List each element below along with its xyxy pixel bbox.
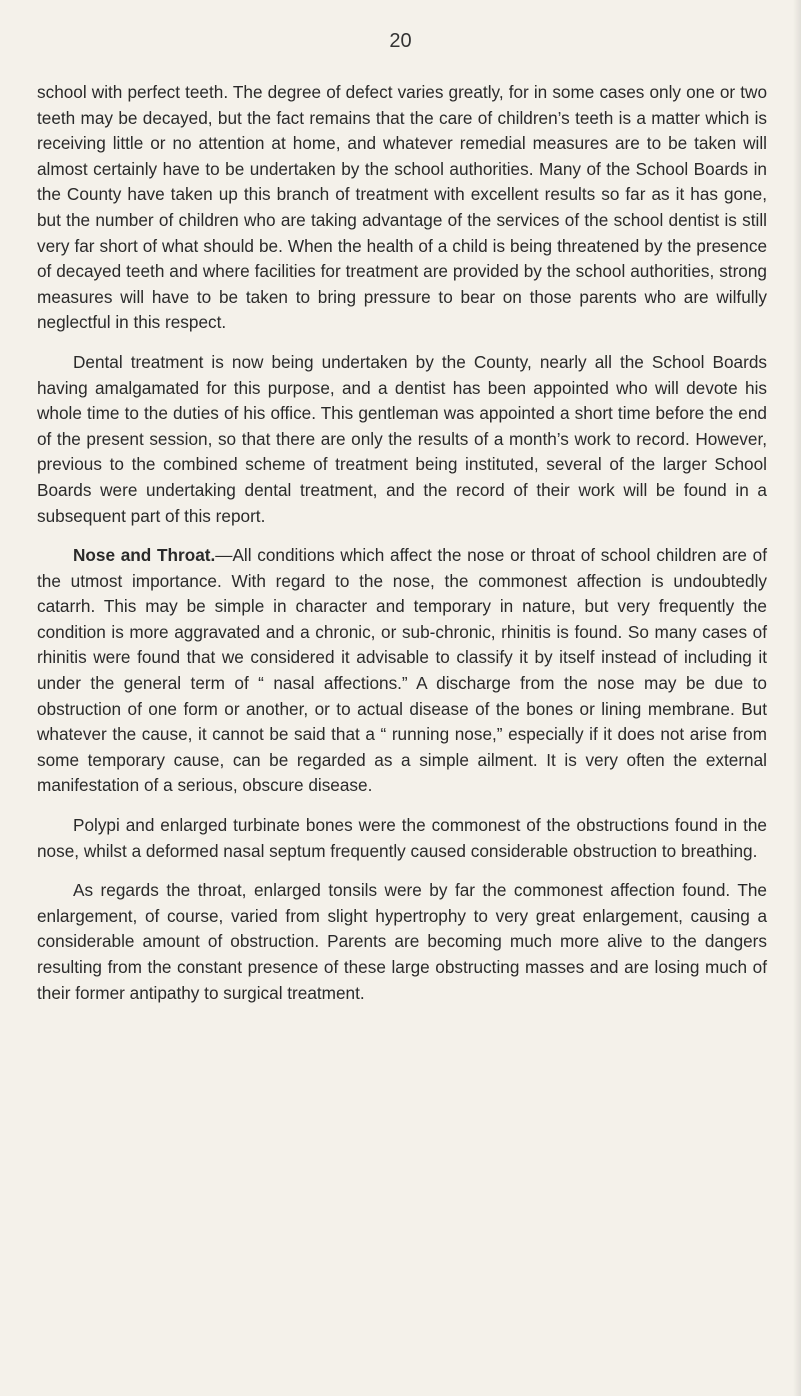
paragraph-nose-and-throat	[37, 543, 767, 799]
page-number: 20	[389, 30, 412, 52]
paragraph-throat	[37, 878, 767, 1006]
paragraph-dental-treatment	[37, 350, 767, 529]
paragraph-text: As regards the throat, enlarged tonsils were by far the commonest affection found. The enlargement, of course, varied from slight hypertrophy to very great enlargement, causing a considerable amount of obstruction. Parents are becoming much more alive to the dangers resulting from the constant presence of these large obstructing masses and are losing much of their former antipathy to surgical treatment.	[37, 880, 767, 1003]
paragraph-polypi	[37, 813, 767, 864]
section-heading-nose-and-throat: Nose and Throat.	[73, 545, 216, 566]
page-edge-shadow	[793, 0, 801, 1396]
paragraph-text: —All conditions which affect the nose or throat of school children are of the utmost importance. With regard to the nose, the commonest affection is undoubtedly catarrh. This may be simple in character and temporary in nature, but very frequently the condition is more aggravated and a chronic, or sub-chronic, rhinitis is found. So many cases of rhinitis were found that we considered it advisable to classify it by itself instead of including it under the general term of “ nasal affections.” A discharge from the nose may be due to obstruction of one form or another, or to actual disease of the bones or lining membrane. But whatever the cause, it cannot be said that a “ running nose,” especially if it does not arise from some temporary cause, can be regarded as a simple ailment. It is very often the external manifestation of a serious, obscure disease.	[37, 545, 767, 796]
paragraph-text: Polypi and enlarged turbinate bones were the commonest of the obstructions found in the nose, whilst a deformed nasal septum frequently caused considerable obstruction to breathing.	[37, 815, 767, 861]
page-body	[37, 80, 767, 1006]
paragraph-text: Dental treatment is now being undertaken by the County, nearly all the School Boards having amalgamated for this purpose, and a dentist has been appointed who will devote his whole time to the duties of his office. This gentleman was appointed a short time before the end of the present session, so that there are only the results of a month’s work to record. However, previous to the combined scheme of treatment being instituted, several of the larger School Boards were undertaking dental treatment, and the record of their work will be found in a subsequent part of this report.	[37, 351, 767, 526]
paragraph-dental-continuation	[37, 80, 767, 336]
paragraph-text: school with perfect teeth. The degree of defect varies greatly, for in some cases only one or two teeth may be decayed, but the fact remains that the care of children’s teeth is a matter which is receiving little or no attention at home, and whatever remedial measures are to be taken will almost certainly have to be undertaken by the school authorities. Many of the School Boards in the County have taken up this branch of treatment with excellent results so far as it has gone, but the number of children who are taking advantage of the services of the school dentist is still very far short of what should be. When the health of a child is being threatened by the presence of decayed teeth and where facilities for treatment are provided by the school authorities, strong measures will have to be taken to bring pressure to bear on those parents who are wilfully neglectful in this respect.	[37, 82, 767, 333]
